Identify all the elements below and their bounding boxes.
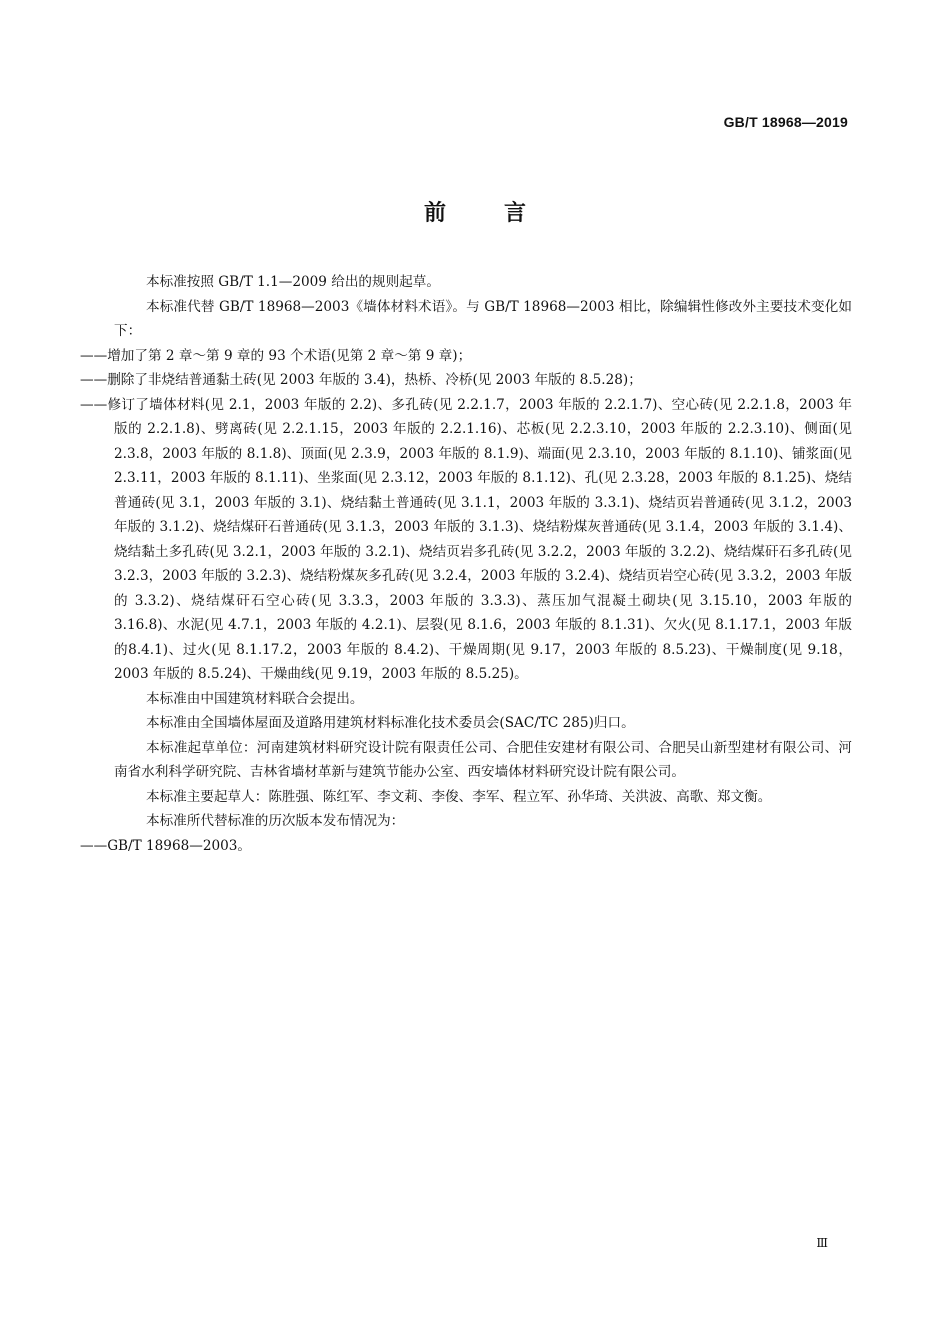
paragraph-previous-editions: 本标准所代替标准的历次版本发布情况为： <box>146 813 405 829</box>
foreword-body <box>80 270 852 858</box>
list-item-revised-terms: ——修订了墙体材料(见 2.1，2003 年版的 2.2)、多孔砖(见 2.2.1.7，2003 年版的 2.2.1.7)、空心砖(见 2.2.1.8，2003 年版的 2.2.1.8)、劈离砖(见 2.2.1.15，2003 年版的 2.2.1.16)、芯板(见 2.2.3.10，2003 年版的 2.2.3.10)、侧面(见 2.3.8，2003 年版的 8.1.8)、顶面(见 2.3.9，2003 年版的 8.1.9)、端面(见 2.3.10，2003 年版的 8.1.10)、铺浆面(见 2.3.11，2003 年版的 8.1.11)、坐浆面(见 2.3.12，2003 年版的 8.1.12)、孔(见 2.3.28，2003 年版的 8.1.25)、烧结普通砖(见 3.1，2003 年版的 3.1)、烧结黏土普通砖(见 3.1.1，2003 年版的 3.3.1)、烧结页岩普通砖(见 3.1.2，2003 年版的 3.1.2)、烧结煤矸石普通砖(见 3.1.3，2003 年版的 3.1.3)、烧结粉煤灰普通砖(见 3.1.4，2003 年版的 3.1.4)、烧结黏土多孔砖(见 3.2.1，2003 年版的 3.2.1)、烧结页岩多孔砖(见 3.2.2，2003 年版的 3.2.2)、烧结煤矸石多孔砖(见 3.2.3，2003 年版的 3.2.3)、烧结粉煤灰多孔砖(见 3.2.4，2003 年版的 3.2.4)、烧结页岩空心砖(见 3.3.2，2003 年版的 3.3.2)、烧结煤矸石空心砖(见 3.3.3，2003 年版的 3.3.3)、蒸压加气混凝土砌块(见 3.15.10，2003 年版的 3.16.8)、水泥(见 4.7.1，2003 年版的 4.2.1)、层裂(见 8.1.6，2003 年版的 8.1.31)、欠火(见 8.1.17.1，2003 年版的8.4.1)、过火(见 8.1.17.2，2003 年版的 8.4.2)、干燥周期(见 9.17，2003 年版的 8.5.23)、干燥制度(见 9.18，2003 年版的 8.5.24)、干燥曲线(见 9.19，2003 年版的 8.5.25)。 <box>80 396 852 682</box>
list-item-previous-edition: ——GB/T 18968—2003。 <box>80 837 252 854</box>
paragraph-proposer: 本标准由中国建筑材料联合会提出。 <box>146 690 364 707</box>
list-item-added-terms: ——增加了第 2 章～第 9 章的 93 个术语(见第 2 章～第 9 章)； <box>80 347 472 364</box>
paragraph-replacement: 本标准代替 GB/T 18968—2003《墙体材料术语》。与 GB/T 18968—2003 相比，除编辑性修改外主要技术变化如下： <box>114 298 852 339</box>
paragraph-drafters: 本标准主要起草人：陈胜强、陈红军、李文莉、李俊、李军、程立军、孙华琦、关洪波、高歌、郑文衡。 <box>146 788 772 805</box>
paragraph-administrator: 本标准由全国墙体屋面及道路用建筑材料标准化技术委员会(SAC/TC 285)归口。 <box>146 715 635 731</box>
page-title: 前言 <box>423 201 584 226</box>
list-item-deleted-terms: ——删除了非烧结普通黏土砖(见 2003 年版的 3.4)，热桥、冷桥(见 2003 年版的 8.5.28)； <box>80 372 642 388</box>
page-number: Ⅲ <box>816 1236 828 1250</box>
paragraph-drafting-units: 本标准起草单位：河南建筑材料研究设计院有限责任公司、合肥佳安建材有限公司、合肥吴山新型建材有限公司、河南省水利科学研究院、吉林省墙材革新与建筑节能办公室、西安墙体材料研究设计院有限公司。 <box>114 739 852 780</box>
paragraph-drafting-rules: 本标准按照 GB/T 1.1—2009 给出的规则起草。 <box>146 274 440 290</box>
standard-number: GB/T 18968—2019 <box>723 114 848 130</box>
